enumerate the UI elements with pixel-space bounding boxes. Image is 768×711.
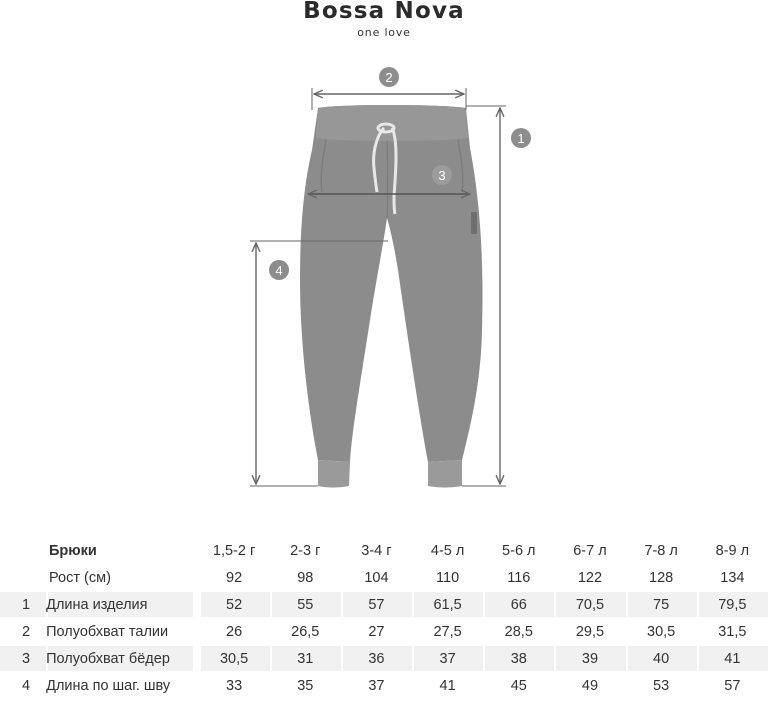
marker-3 <box>432 165 452 185</box>
marker-1 <box>511 128 531 148</box>
size-header: 1,5-2 г <box>212 542 256 559</box>
table-row <box>0 646 768 671</box>
cell: 116 <box>507 569 531 586</box>
marker-4 <box>269 260 289 280</box>
size-table <box>0 536 768 700</box>
cell: 40 <box>626 646 697 671</box>
brand-tagline: one love <box>357 26 411 39</box>
pants-illustration <box>300 105 483 488</box>
cell: 30,5 <box>199 646 270 671</box>
cell: 55 <box>270 592 341 617</box>
row-label: Полуобхват бёдер <box>46 646 192 671</box>
row-number: 1 <box>0 592 52 617</box>
row-number: 4 <box>22 677 31 694</box>
row-label: Длина изделия <box>46 592 192 617</box>
cell: 27,5 <box>433 623 462 640</box>
table-title: Брюки <box>49 542 97 559</box>
cell: 52 <box>199 592 270 617</box>
svg-text:3: 3 <box>438 168 446 183</box>
cell: 61,5 <box>412 592 483 617</box>
size-header: 6-7 л <box>573 542 607 559</box>
cell: 29,5 <box>575 623 605 640</box>
cell: 26,5 <box>291 623 320 640</box>
size-header: 3-4 г <box>361 542 392 559</box>
cell: 79,5 <box>697 592 768 617</box>
svg-text:4: 4 <box>275 263 283 278</box>
cell: 36 <box>341 646 412 671</box>
cell: 57 <box>341 592 412 617</box>
cell: 75 <box>626 592 697 617</box>
left-cuff <box>318 460 350 488</box>
cell: 30,5 <box>647 623 676 640</box>
marker-2 <box>379 67 399 87</box>
row-label: Рост (см) <box>49 569 111 586</box>
row-label: Полуобхват талии <box>46 623 169 640</box>
size-header: 5-6 л <box>502 542 536 559</box>
cell: 26 <box>226 623 243 640</box>
table-row <box>0 619 768 644</box>
table-row-height <box>0 565 768 590</box>
cell: 110 <box>436 569 460 586</box>
cell: 104 <box>364 569 389 586</box>
table-header-row <box>0 538 768 563</box>
cell: 39 <box>554 646 625 671</box>
cell: 49 <box>581 677 599 694</box>
cell: 37 <box>412 646 483 671</box>
cell: 41 <box>697 646 768 671</box>
svg-text:2: 2 <box>385 70 393 85</box>
cell: 53 <box>653 677 670 694</box>
cell: 41 <box>439 677 456 694</box>
cell: 66 <box>483 592 554 617</box>
cell: 128 <box>649 569 674 586</box>
cell: 98 <box>297 569 314 586</box>
cell: 134 <box>720 569 745 586</box>
brand-name: Bossa Nova <box>303 0 465 24</box>
cell: 35 <box>297 677 314 694</box>
size-header: 4-5 л <box>430 542 465 559</box>
table-row <box>0 592 768 617</box>
cell: 37 <box>368 677 385 694</box>
cell: 45 <box>510 677 527 694</box>
cell: 38 <box>483 646 554 671</box>
size-header: 7-8 л <box>644 542 678 559</box>
row-number: 3 <box>0 646 52 671</box>
svg-text:1: 1 <box>517 131 525 146</box>
table-row <box>0 673 768 698</box>
waistband <box>316 105 468 141</box>
pants-body <box>300 105 483 462</box>
cell: 31 <box>270 646 341 671</box>
cell: 122 <box>577 569 603 586</box>
right-cuff <box>428 460 462 488</box>
cell: 33 <box>226 677 243 694</box>
cell: 92 <box>226 569 243 586</box>
row-number: 2 <box>22 623 31 640</box>
cell: 31,5 <box>718 623 747 640</box>
row-label: Длина по шаг. шву <box>46 677 171 694</box>
size-header: 2-3 г <box>290 542 321 559</box>
size-header: 8-9 л <box>715 542 750 559</box>
cell: 27 <box>368 623 385 640</box>
cell: 28,5 <box>504 623 533 640</box>
cell: 70,5 <box>554 592 625 617</box>
side-label-tag <box>471 212 477 234</box>
cell: 57 <box>724 677 741 694</box>
